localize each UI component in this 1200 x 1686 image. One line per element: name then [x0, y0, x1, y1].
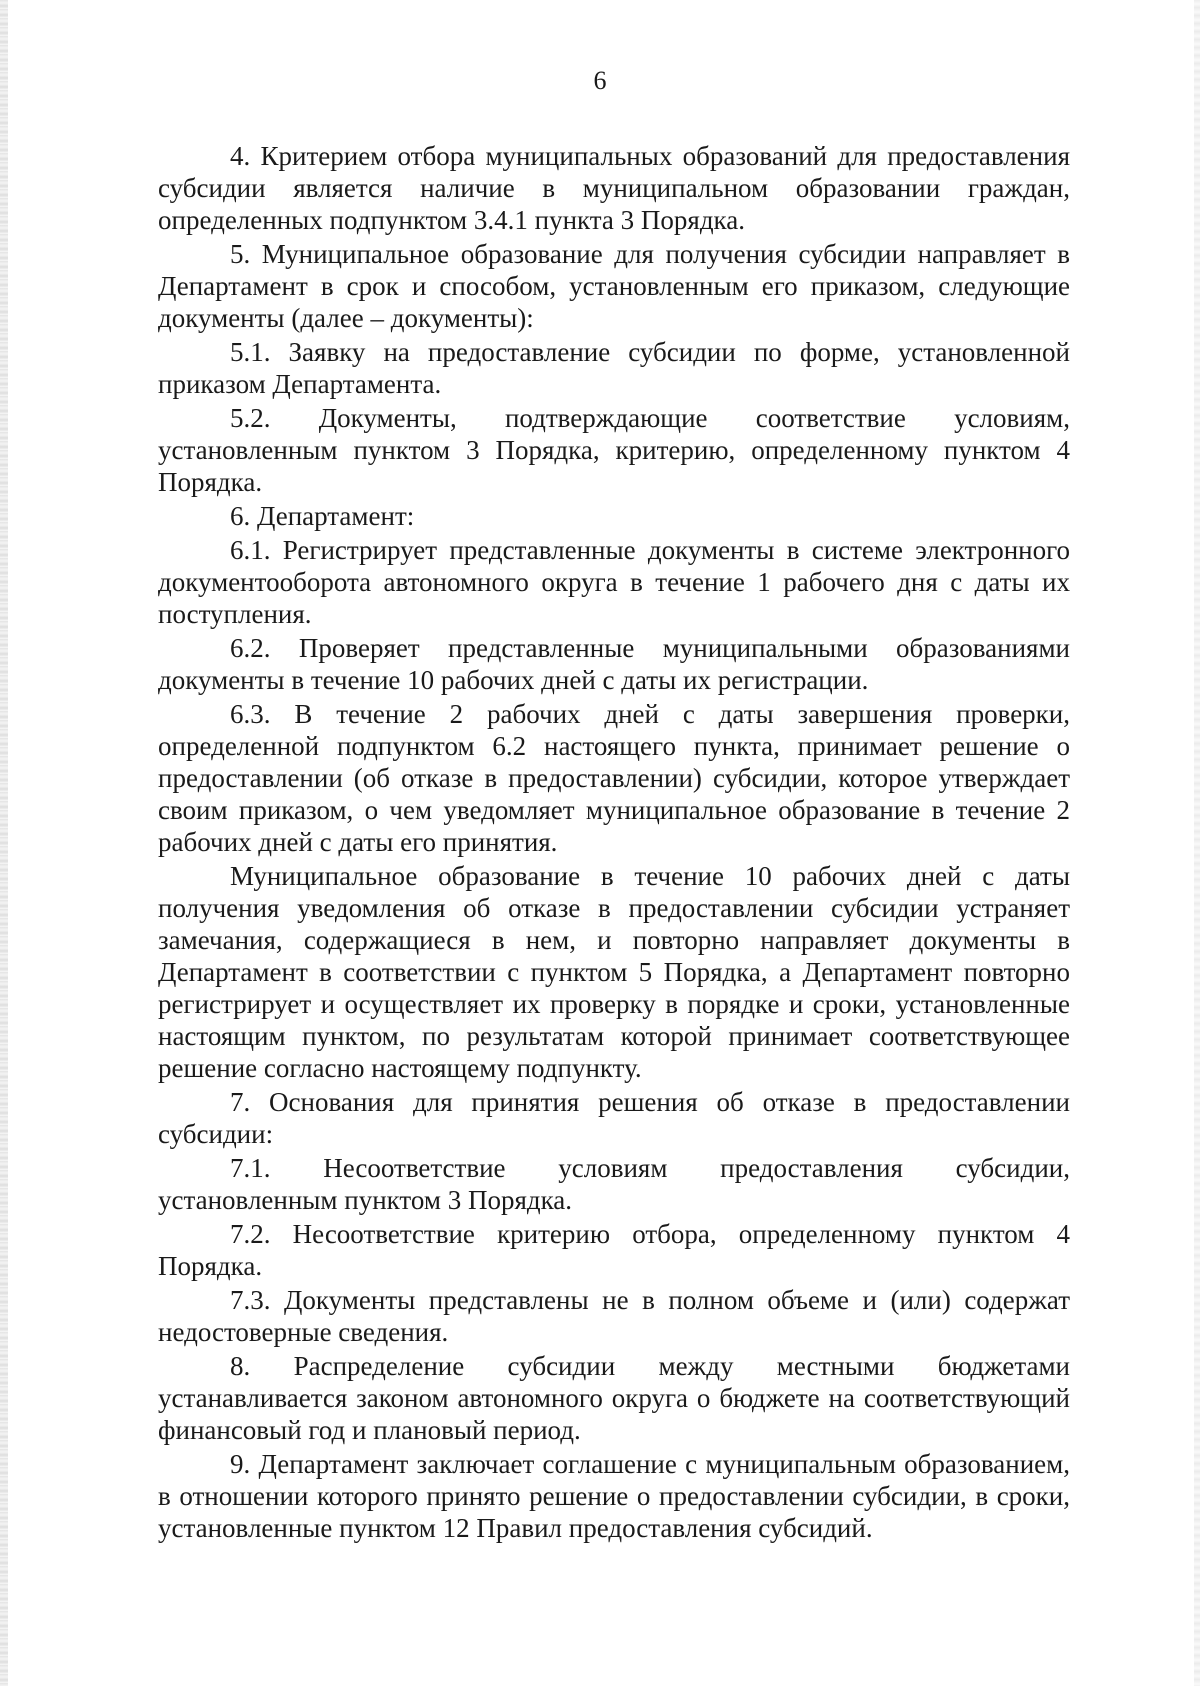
paragraph-6-2: 6.2. Проверяет представленные муниципальными образованиями документы в течение 10 рабочих дней с даты их регистрации. [158, 633, 1070, 695]
scan-edge-left [0, 0, 8, 1686]
page-number: 6 [593, 66, 607, 95]
paragraph-7-1: 7.1. Несоответствие условиям предоставления субсидии, установленным пунктом 3 Порядка. [158, 1153, 1070, 1215]
paragraph-6-1: 6.1. Регистрирует представленные документы в системе электронного документооборота автономного округа в течение 1 рабочего дня с даты их поступления. [158, 535, 1070, 629]
paragraph-5: 5. Муниципальное образование для получения субсидии направляет в Департамент в срок и способом, установленным его приказом, следующие документы (далее – документы): [158, 239, 1070, 333]
paragraph-4: 4. Критерием отбора муниципальных образований для предоставления субсидии является наличие в муниципальном образовании граждан, определенных подпунктом 3.4.1 пункта 3 Порядка. [158, 141, 1070, 235]
paragraph-6-3: 6.3. В течение 2 рабочих дней с даты завершения проверки, определенной подпунктом 6.2 настоящего пункта, принимает решение о предоставлении (об отказе в предоставлении) субсидии, которое утверждает своим приказом, о чем уведомляет муниципальное образование в течение 2 рабочих дней с даты его принятия. [158, 699, 1070, 857]
paragraph-6-3-continuation: Муниципальное образование в течение 10 рабочих дней с даты получения уведомления об отказе в предоставлении субсидии устраняет замечания, содержащиеся в нем, и повторно направляет документы в Департамент в соответствии с пунктом 5 Порядка, а Департамент повторно регистрирует и осуществляет их проверку в порядке и сроки, установленные настоящим пунктом, по результатам которой принимает соответствующее решение согласно настоящему подпункту. [158, 861, 1070, 1083]
paragraph-5-1: 5.1. Заявку на предоставление субсидии по форме, установленной приказом Департамента. [158, 337, 1070, 399]
document-body [158, 140, 1070, 1546]
paragraph-7-2: 7.2. Несоответствие критерию отбора, определенному пунктом 4 Порядка. [158, 1219, 1070, 1281]
paragraph-8: 8. Распределение субсидии между местными бюджетами устанавливается законом автономного округа о бюджете на соответствующий финансовый год и плановый период. [158, 1351, 1070, 1445]
paragraph-7-3: 7.3. Документы представлены не в полном объеме и (или) содержат недостоверные сведения. [158, 1285, 1070, 1347]
scan-edge-right [1194, 0, 1200, 1686]
paragraph-9: 9. Департамент заключает соглашение с муниципальным образованием, в отношении которого принято решение о предоставлении субсидии, в сроки, установленные пунктом 12 Правил предоставления субсидий. [158, 1449, 1070, 1543]
paragraph-6: 6. Департамент: [230, 501, 415, 531]
paragraph-7: 7. Основания для принятия решения об отказе в предоставлении субсидии: [158, 1087, 1070, 1149]
paragraph-5-2: 5.2. Документы, подтверждающие соответствие условиям, установленным пунктом 3 Порядка, критерию, определенному пунктом 4 Порядка. [158, 403, 1070, 497]
